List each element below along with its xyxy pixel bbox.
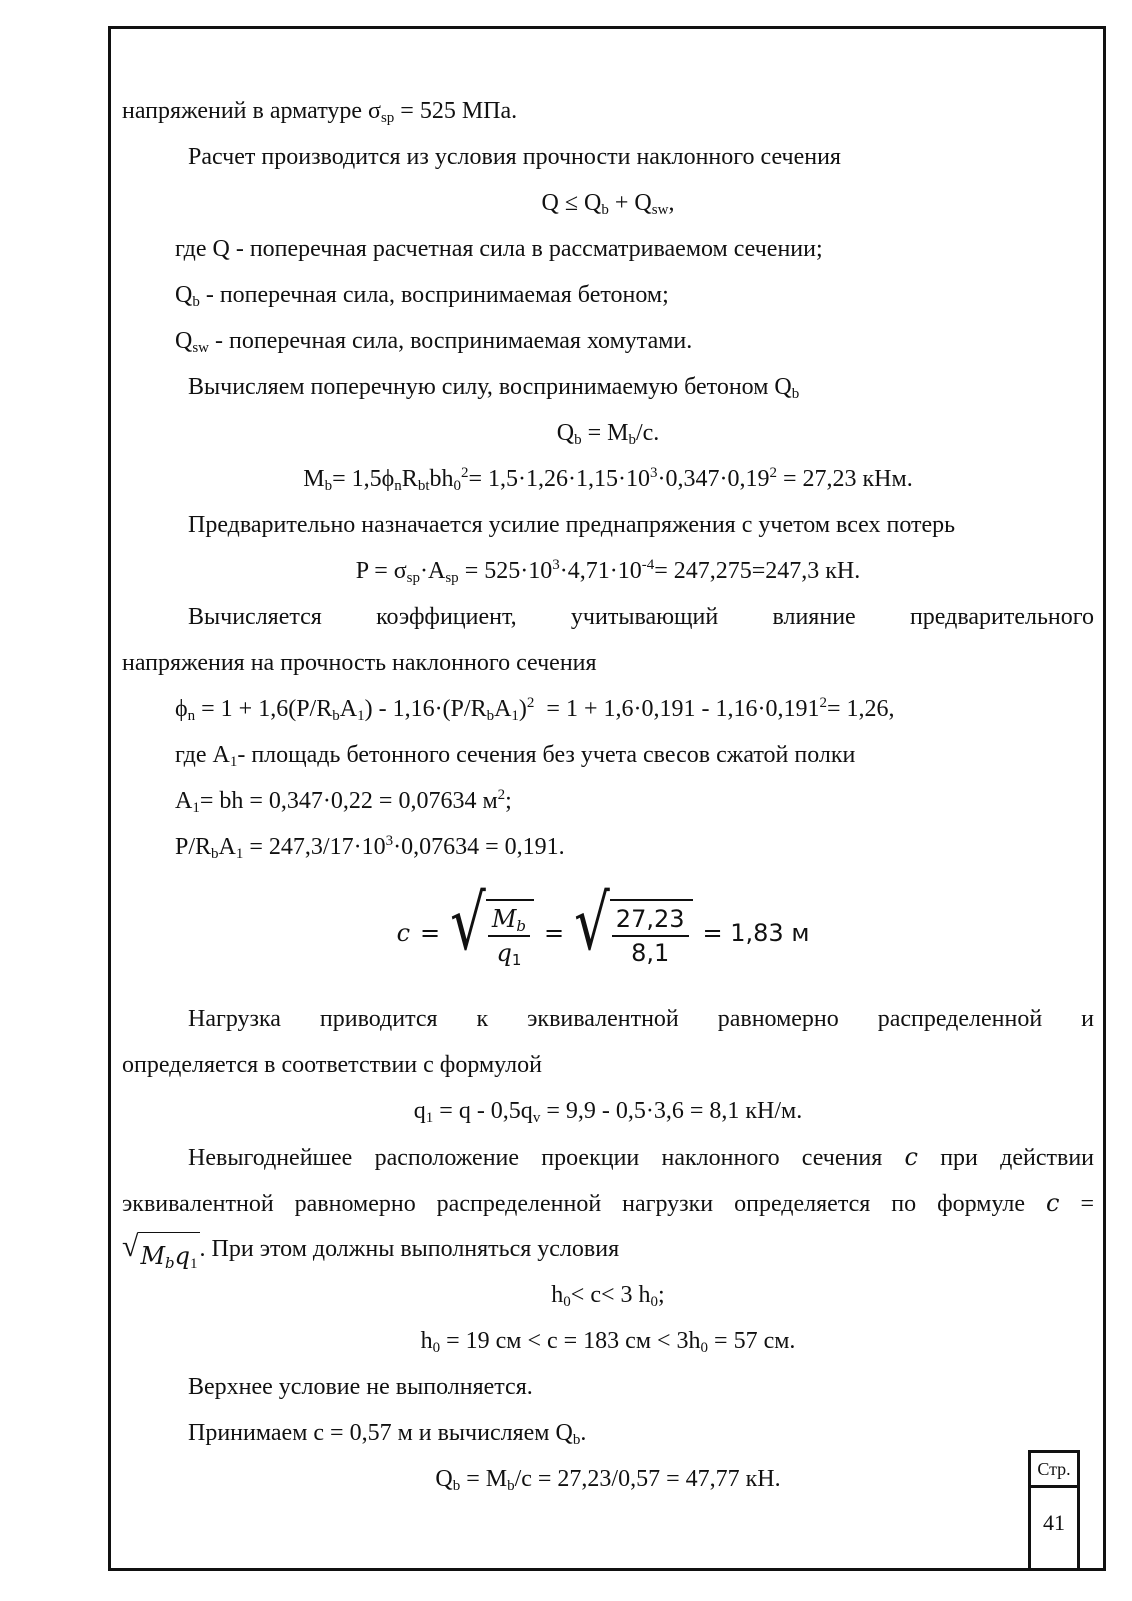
formula-prestress: $P = \sigma_{sp}\cdot A_{sp} = 525\cdot 10^3\cdot 4,71\cdot 10^{-4}= 247,275=247,3$ кН. [355,557,861,586]
page-label: Стр. [1031,1453,1077,1488]
text-line: Нагрузка приводится к эквивалентной равномерно распределенной и [188,1006,1094,1032]
page-number-stamp [1028,1450,1080,1568]
document-body [122,88,1094,1502]
text-line: $Q_b$ - поперечная сила, воспринимаемая бетоном; [175,282,669,310]
text-line: √ $M_bq_1$ . При этом должны выполняться условия [122,1226,1094,1272]
text-line: определяется в соответствии с формулой [122,1052,542,1078]
formula-mb: $M_b= 1,5\phi_nR_{bt}bh_0^2= 1,5\cdot 1,26\cdot 1,15\cdot 10^3\cdot 0,347\cdot 0,19^2 = 27,23$ кНм. [303,465,913,494]
page-number: 41 [1043,1510,1065,1535]
formula-h0-condition: $h_0< c< 3$ $h_0$; [551,1282,665,1310]
text-line: Расчет производится из условия прочности наклонного сечения [188,144,841,170]
formula-phi: $\phi_n = 1 + 1,6(P/R_bA_1) - 1,16\cdot(P/R_bA_1)^2 = 1 + 1,6\cdot 0,191 - 1,16\cdot 0,191^2= 1,26$, [175,695,895,724]
text-line: Вычисляется коэффициент, учитывающий влияние предварительного [188,604,1094,630]
text-line: Вычисляем поперечную силу, воспринимаемую бетоном $Q_b$ [188,374,800,402]
formula-ratio: $P/R_bA_1 = 247,3/17\cdot 10^3\cdot 0,07634 = 0,191$. [175,833,565,862]
text-line: Принимаем с = 0,57 м и вычисляем $Q_b$. [188,1420,587,1448]
formula-a1: $A_1=$ bh = 0,347·0,22 = 0,07634 $м^2$; [175,787,512,816]
text-line: где Q - поперечная расчетная сила в рассматриваемом сечении; [175,236,823,262]
text-line: Предварительно назначается усилие преднапряжения с учетом всех потерь [188,512,956,538]
text-line: напряжения на прочность наклонного сечения [122,650,597,676]
text-line: Верхнее условие не выполняется. [188,1374,533,1400]
text-line: эквивалентной равномерно распределенной нагрузки определяется по формуле c = [122,1189,1094,1217]
text-line: $Q_{sw}$ - поперечная сила, воспринимаемая хомутами. [175,328,693,356]
formula-qb-final: $Q_b = M_b/c = 27,23/0,57 = 47,77$ кН. [435,1466,781,1494]
text-line: напряжений в арматуре $\sigma_{sp} = 525$ МПа. [122,98,518,126]
formula-sqrt-c: c = √ $\frac{M_b}{q_1}$ = √ $\frac{27,23}{8,1}$ = 1,83 м [396,880,810,969]
text-line: где $A_1-$ площадь бетонного сечения без учета свесов сжатой полки [175,742,856,770]
formula-q1: $q_1 = q - 0,5q_v = 9,9 - 0,5\cdot 3,6 = 8,1$ кН/м. [413,1098,803,1126]
text-line: Невыгоднейшее расположение проекции наклонного сечения c при действии [188,1143,1095,1171]
formula-strength-condition: $Q \le Q_b + Q_{sw}$, [541,190,675,218]
formula-qb: $Q_b = M_b/c$. [556,420,660,448]
formula-h0-check: $h_0 = 19$ см < c = 183 см < $3h_0 = 57$ см. [420,1328,796,1356]
